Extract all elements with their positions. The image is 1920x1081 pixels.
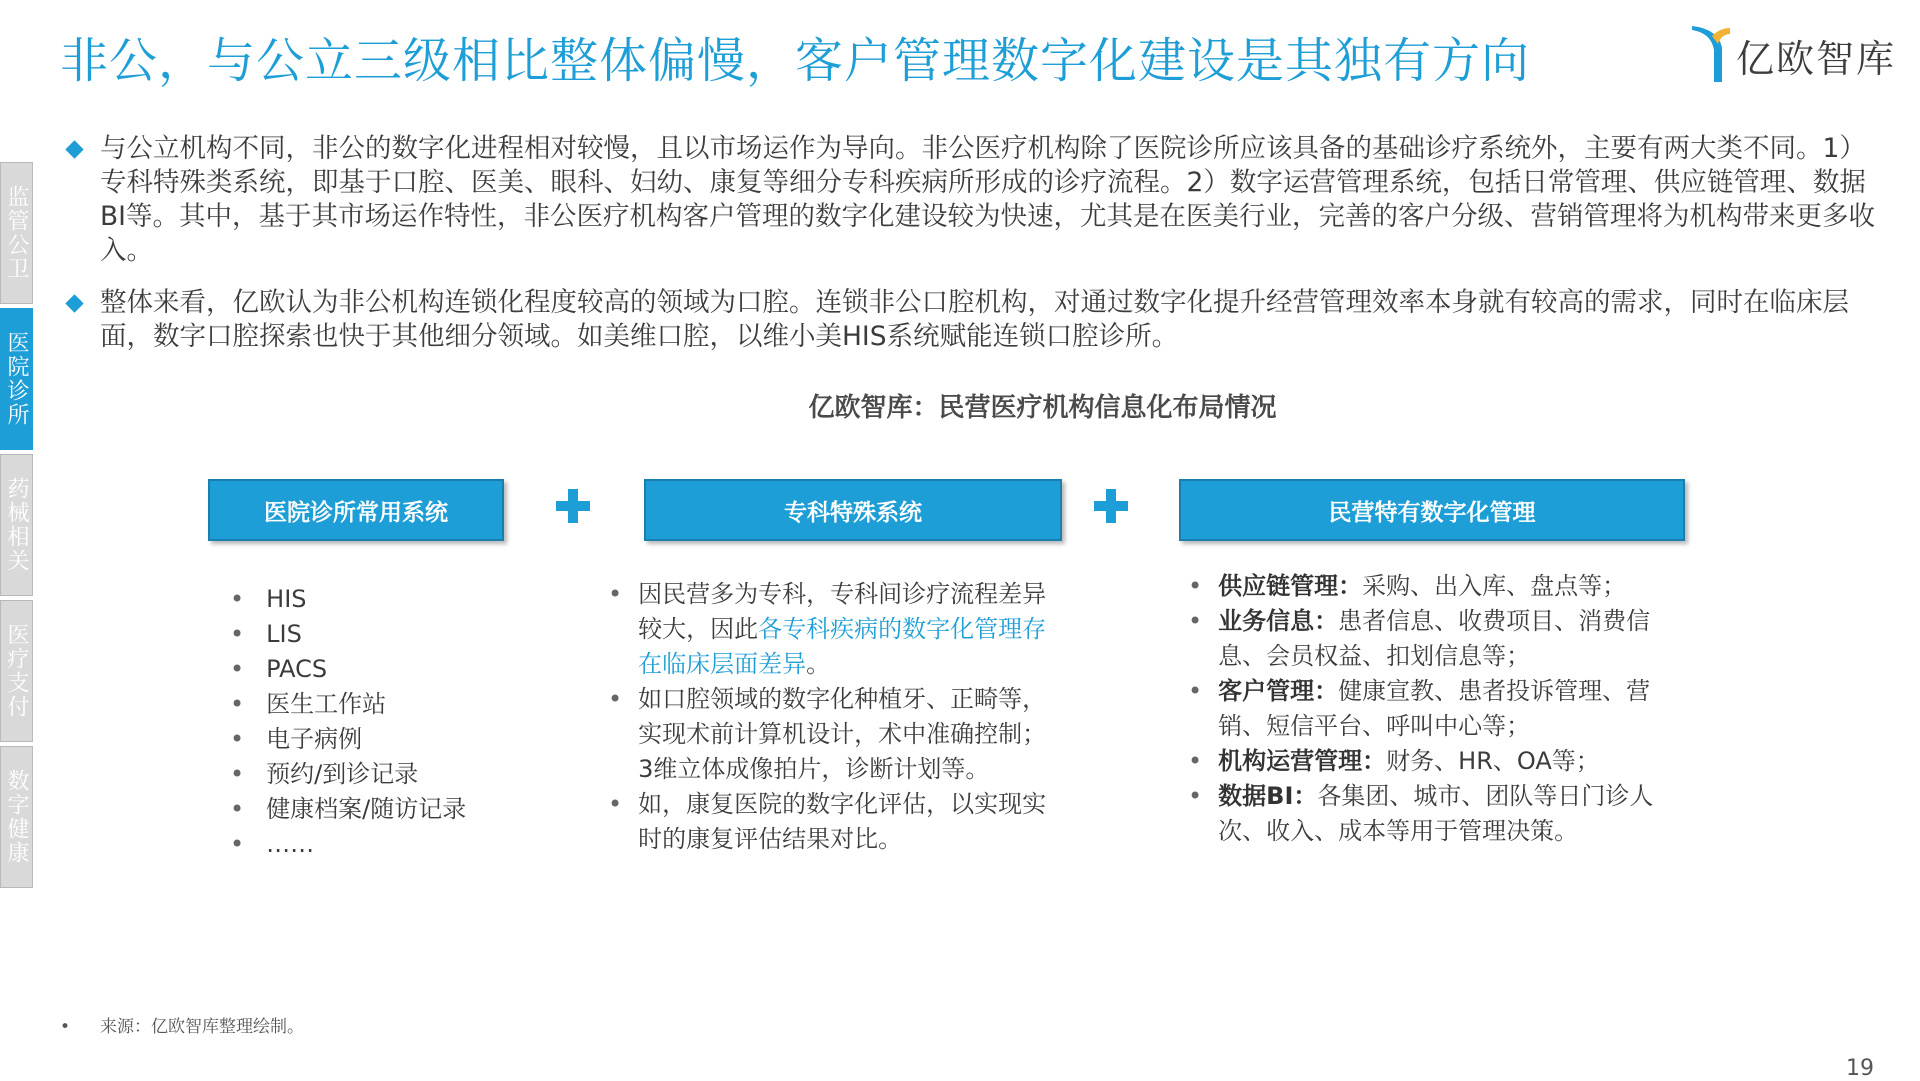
text-segment: 因民营多为专科，专科间诊疗流程差异较大，因此 xyxy=(638,580,1047,643)
bullet-text: 与公立机构不同，非公的数字化进程相对较慢，且以市场运作为导向。非公医疗机构除了医院诊所应该具备的基础诊疗系统外，主要有两大类不同。1）专科特殊类系统，即基于口腔、医美、眼科、妇幼、康复等细分专科疾病所形成的诊疗流程。2）数字运营管理系统，包括日常管理、供应链管理、数据BI等。其中，基于其市场运作特性，非公医疗机构客户管理的数字化建设较为快速，尤其是在医美行业，完善的客户分级、营销管理将为机构带来更多收入。 xyxy=(100,133,1875,266)
diagram-title xyxy=(0,387,1920,424)
digital-management-list xyxy=(1188,569,1668,849)
column-header-digital-management: 民营特有数字化管理 xyxy=(1179,479,1685,541)
side-tab-digital-health[interactable]: 数字健康 xyxy=(0,746,33,888)
intro-bullet xyxy=(64,286,1884,354)
side-nav xyxy=(0,162,48,892)
list-item-text: 如口腔领域的数字化种植牙、正畸等，实现术前计算机设计，术中准确控制；3维立体成像拍片，诊断计划等。 xyxy=(638,685,1047,783)
list-item: • HIS xyxy=(230,582,466,617)
column-header-specialty-systems: 专科特殊系统 xyxy=(644,479,1062,541)
text-segment: 。 xyxy=(806,650,831,678)
side-tab-regulation[interactable]: 监管公卫 xyxy=(0,162,33,304)
plus-icon xyxy=(556,489,590,527)
list-item: • 预约/到诊记录 xyxy=(230,757,466,792)
common-systems-list xyxy=(230,582,466,862)
list-item-text: 医生工作站 xyxy=(266,690,387,718)
side-tab-medical-payment[interactable]: 医疗支付 xyxy=(0,600,33,742)
side-tab-hospital-clinic[interactable]: 医院诊所 xyxy=(0,308,33,450)
list-item: • 业务信息：患者信息、收费项目、消费信息、会员权益、扣划信息等； xyxy=(1188,604,1668,674)
list-item: • 机构运营管理：财务、HR、OA等； xyxy=(1188,744,1668,779)
source-text: 来源：亿欧智库整理绘制。 xyxy=(100,1017,305,1037)
list-item: • 如，康复医院的数字化评估，以实现实时的康复评估结果对比。 xyxy=(608,787,1048,857)
item-text: 患者信息、收费项目、消费信息、会员权益、扣划信息等； xyxy=(1218,607,1651,670)
list-item-text: LIS xyxy=(266,620,302,648)
list-item: • 客户管理：健康宣教、患者投诉管理、营销、短信平台、呼叫中心等； xyxy=(1188,674,1668,744)
list-item: • …… xyxy=(230,827,466,862)
column-header-common-systems: 医院诊所常用系统 xyxy=(208,479,504,541)
intro-bullets xyxy=(64,132,1884,372)
logo xyxy=(1690,26,1896,84)
list-item: • 健康档案/随访记录 xyxy=(230,792,466,827)
side-tab-pharma-device[interactable]: 药械相关 xyxy=(0,454,33,596)
list-item: • LIS xyxy=(230,617,466,652)
list-item-text xyxy=(638,577,1048,682)
list-item: • 电子病例 xyxy=(230,722,466,757)
list-item: • PACS xyxy=(230,652,466,687)
item-label: 数据BI： xyxy=(1218,782,1318,810)
list-item-text: PACS xyxy=(266,655,328,683)
diagram-title-text: 亿欧智库：民营医疗机构信息化布局情况 xyxy=(808,393,1277,423)
item-label: 供应链管理： xyxy=(1218,572,1363,600)
list-item: • 如口腔领域的数字化种植牙、正畸等，实现术前计算机设计，术中准确控制；3维立体成像拍片，诊断计划等。 xyxy=(608,682,1048,787)
item-text: 各集团、城市、团队等日门诊人次、收入、成本等用于管理决策。 xyxy=(1218,782,1654,845)
list-item-text: 如，康复医院的数字化评估，以实现实时的康复评估结果对比。 xyxy=(638,790,1047,853)
page-title: 非公，与公立三级相比整体偏慢，客户管理数字化建设是其独有方向 xyxy=(60,33,1531,89)
page-number: 19 xyxy=(1846,1056,1874,1081)
list-item-text: 健康档案/随访记录 xyxy=(266,795,467,823)
intro-bullet xyxy=(64,132,1884,268)
item-text: 采购、出入库、盘点等； xyxy=(1362,572,1627,600)
plus-icon xyxy=(1094,489,1128,527)
list-item-text: 电子病例 xyxy=(266,725,363,753)
list-item-text xyxy=(1218,744,1600,779)
list-item: • 供应链管理：采购、出入库、盘点等； xyxy=(1188,569,1668,604)
logo-text: 亿欧智库 xyxy=(1736,36,1897,81)
item-text: 财务、HR、OA等； xyxy=(1386,747,1600,775)
list-item-text: HIS xyxy=(266,585,307,613)
source-note: • 来源：亿欧智库整理绘制。 xyxy=(60,1017,305,1037)
list-item-text xyxy=(1218,604,1668,674)
highlight-text: 各专科疾病的数字化管理存在临床层面差异 xyxy=(638,615,1047,678)
specialty-systems-list xyxy=(608,577,1048,857)
list-item-text xyxy=(1218,569,1626,604)
item-text: 健康宣教、患者投诉管理、营销、短信平台、呼叫中心等； xyxy=(1218,677,1651,740)
item-label: 机构运营管理： xyxy=(1218,747,1387,775)
list-item-text xyxy=(1218,674,1668,744)
diamond-bullet-icon xyxy=(65,140,83,158)
bullet-text: 整体来看，亿欧认为非公机构连锁化程度较高的领域为口腔。连锁非公口腔机构，对通过数字化提升经营管理效率本身就有较高的需求，同时在临床层面，数字口腔探索也快于其他细分领域。如美维口腔，以维小美HIS系统赋能连锁口腔诊所。 xyxy=(100,287,1849,352)
list-item-text: 预约/到诊记录 xyxy=(266,760,419,788)
list-item-text: …… xyxy=(266,830,315,858)
logo-icon xyxy=(1690,26,1732,84)
list-item: • 因民营多为专科，专科间诊疗流程差异较大，因此各专科疾病的数字化管理存在临床层面差异。 xyxy=(608,577,1048,682)
list-item: • 医生工作站 xyxy=(230,687,466,722)
diamond-bullet-icon xyxy=(65,294,83,312)
item-label: 客户管理： xyxy=(1218,677,1339,705)
list-item-text xyxy=(1218,779,1668,849)
list-item: • 数据BI：各集团、城市、团队等日门诊人次、收入、成本等用于管理决策。 xyxy=(1188,779,1668,849)
item-label: 业务信息： xyxy=(1218,607,1339,635)
